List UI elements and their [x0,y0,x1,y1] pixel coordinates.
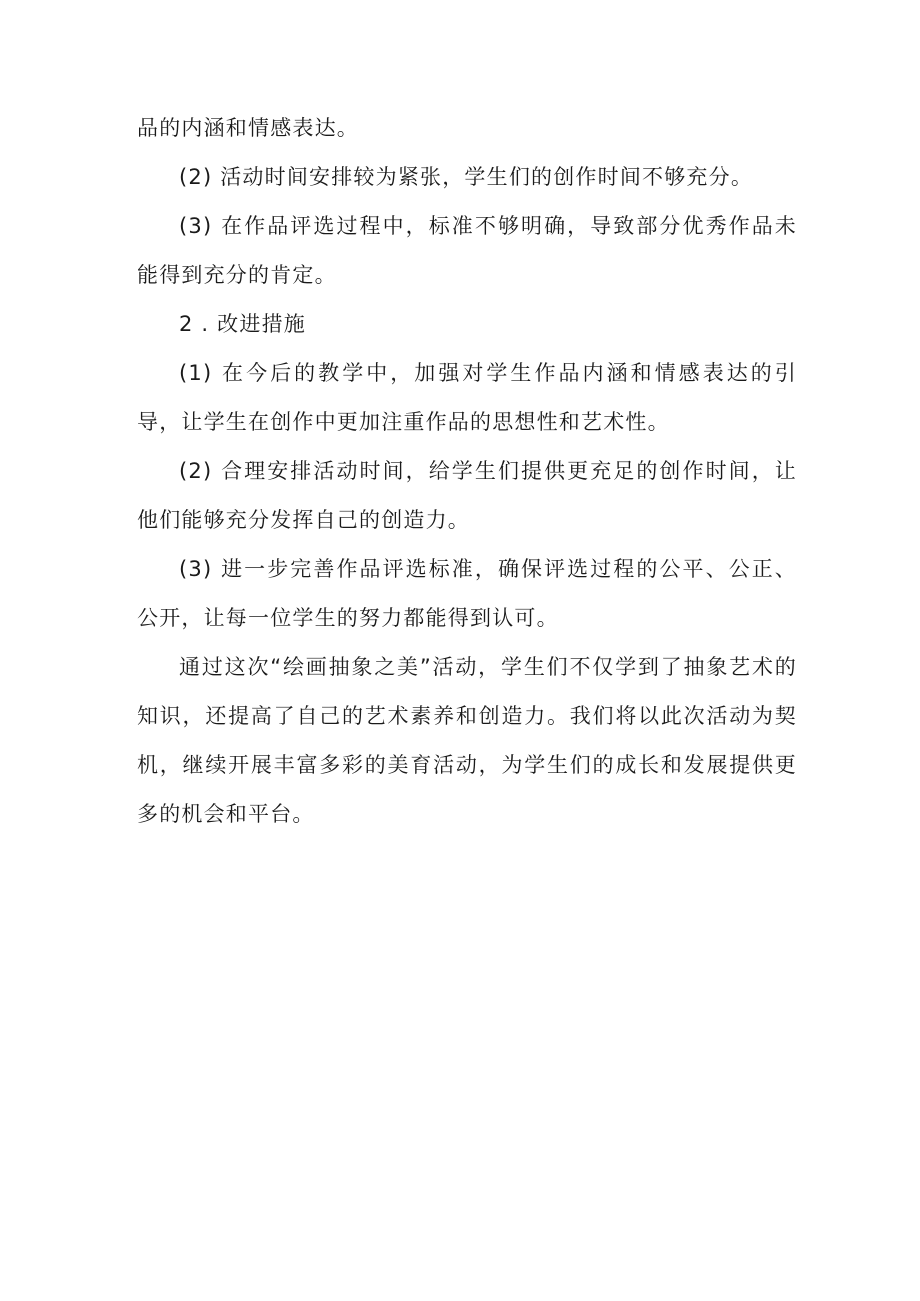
conclusion-paragraph: 通过这次“绘画抽象之美”活动，学生们不仅学到了抽象艺术的知识，还提高了自己的艺术素养和创造力。我们将以此次活动为契机，继续开展丰富多彩的美育活动，为学生们的成长和发展提供更多的机会和平台。 [137,655,797,826]
paragraph-continuation: 品的内涵和情感表达。 [137,116,359,140]
improvement-item-3: (3) 进一步完善作品评选标准，确保评选过程的公平、公正、公开，让每一位学生的努力都能得到认可。 [137,557,797,630]
document-body [137,104,797,839]
improvement-item-1: (1) 在今后的教学中，加强对学生作品内涵和情感表达的引导，让学生在创作中更加注重作品的思想性和艺术性。 [137,361,797,434]
improvement-item-2: (2) 合理安排活动时间，给学生们提供更充足的创作时间，让他们能够充分发挥自己的创造力。 [137,459,797,532]
section-heading-improvements: 2 . 改进措施 [179,312,306,336]
issue-item-3: (3) 在作品评选过程中，标准不够明确，导致部分优秀作品未能得到充分的肯定。 [137,214,797,287]
issue-item-2: (2) 活动时间安排较为紧张，学生们的创作时间不够充分。 [179,165,754,189]
